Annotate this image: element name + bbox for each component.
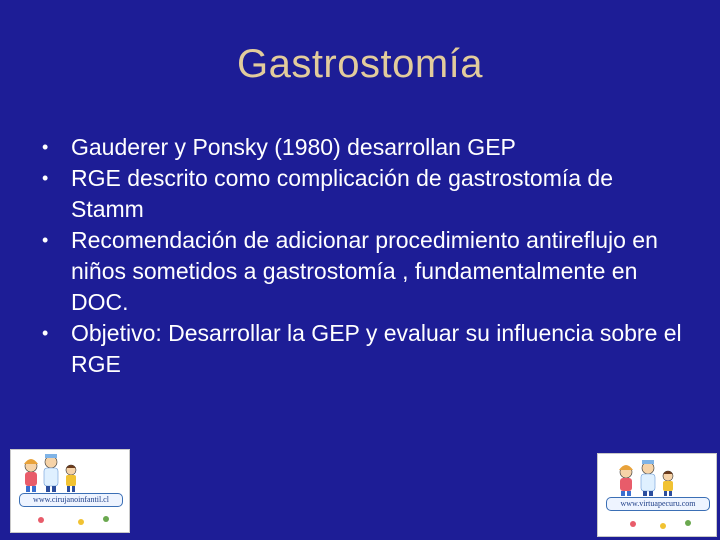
bullet-list <box>40 132 690 380</box>
logo-url-text: www.cirujanoinfantil.cl <box>19 493 123 507</box>
bullet-item <box>40 132 690 163</box>
bullet-item <box>40 318 690 380</box>
bullet-text: RGE descrito como complicación de gastrostomía de Stamm <box>71 165 614 222</box>
bullet-dot: • <box>42 323 49 343</box>
slide-title: Gastrostomía <box>236 42 484 86</box>
logo-virtua-pecuru <box>597 453 717 537</box>
logo-cirujano-infantil <box>10 449 130 533</box>
logo-kids-illustration <box>598 454 716 536</box>
bullet-dot: • <box>42 230 49 250</box>
bullet-item <box>40 225 690 318</box>
bullet-text: Objetivo: Desarrollar la GEP y evaluar su influencia sobre el RGE <box>71 320 682 377</box>
bullet-text: Gauderer y Ponsky (1980) desarrollan GEP <box>71 134 516 160</box>
logo-url-text: www.virtuapecuru.com <box>606 497 710 511</box>
bullet-text: Recomendación de adicionar procedimiento antireflujo en niños sometidos a gastrostomía , fundamentalmente en DOC. <box>71 227 658 315</box>
logo-kids-illustration <box>11 450 129 532</box>
bullet-item <box>40 163 690 225</box>
bullet-dot: • <box>42 137 49 157</box>
bullet-dot: • <box>42 168 49 188</box>
